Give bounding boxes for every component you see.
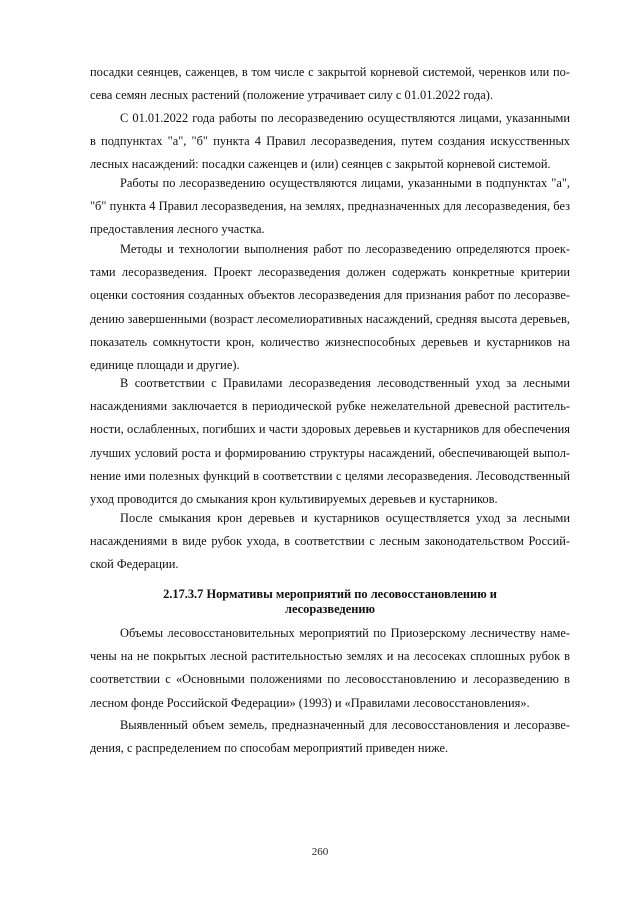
text-line: дения, с распределением по способам мероприятий приведен ниже. xyxy=(90,741,449,756)
text-line: С 01.01.2022 года работы по лесоразведению осуществляются лицами, указанными xyxy=(120,111,570,125)
text-line: предоставления лесного участка. xyxy=(90,222,265,237)
text-line: насаждениями в виде рубок ухода, в соответствии с лесным законодательством Россий- xyxy=(90,534,570,549)
text-line: показатель сомкнутости крон, количество жизнеспособных деревьев и кустарников на xyxy=(90,334,570,349)
heading-line: лесоразведению xyxy=(285,602,375,616)
paragraph-4 xyxy=(90,238,570,377)
section-heading xyxy=(90,587,570,617)
text-line: Объемы лесовосстановительных мероприятий по Приозерскому лесничеству наме- xyxy=(120,626,570,640)
text-line: в подпунктах "а", "б" пункта 4 Правил лесоразведения, путем создания искусственных xyxy=(90,134,570,149)
text-line: Методы и технологии выполнения работ по лесоразведению определяются проек- xyxy=(120,242,570,256)
text-line: оценки состояния созданных объектов лесоразведения для признания работ по лесоразве- xyxy=(90,288,570,303)
text-line: посадки сеянцев, саженцев, в том числе с закрытой корневой системой, черенков или по- xyxy=(90,65,570,79)
text-line: лучших условий роста и формированию структуры насаждений, обеспечивающей выпол- xyxy=(90,445,570,460)
text-line: дению завершенными (возраст лесомелиоративных насаждений, средняя высота деревьев, xyxy=(90,311,570,326)
paragraph-8 xyxy=(90,714,570,760)
text-line: ности, ослабленных, погибших и части здоровых деревьев и кустарников для обеспечения xyxy=(90,422,570,437)
text-line: В соответствии с Правилами лесоразведения лесоводственный уход за лесными xyxy=(120,376,570,390)
text-line: лесных насаждений: посадки саженцев и (или) сеянцев с закрытой корневой системой. xyxy=(90,157,551,172)
text-line: лесном фонде Российской Федерации» (1993) и «Правилами лесовосстановления». xyxy=(90,695,530,710)
text-line: сева семян лесных растений (положение утрачивает силу с 01.01.2022 года). xyxy=(90,88,494,103)
text-line: После смыкания крон деревьев и кустарников осуществляется уход за лесными xyxy=(120,511,570,525)
text-line: Работы по лесоразведению осуществляются лицами, указанными в подпунктах "а", xyxy=(120,176,570,190)
text-line: чены на не покрытых лесной растительностью землях и на лесосеках сплошных рубок в xyxy=(90,649,570,664)
text-line: тами лесоразведения. Проект лесоразведения должен содержать конкретные критерии xyxy=(90,265,570,280)
text-line: Выявленный объем земель, предназначенный для лесовосстановления и лесоразве- xyxy=(120,718,570,732)
text-line: единице площади и другие). xyxy=(90,358,240,373)
paragraph-2 xyxy=(90,107,570,177)
paragraph-6 xyxy=(90,507,570,577)
paragraph-7 xyxy=(90,622,570,715)
paragraph-3 xyxy=(90,172,570,242)
text-line: ской Федерации. xyxy=(90,557,179,572)
heading-line: 2.17.3.7 Нормативы мероприятий по лесовосстановлению и xyxy=(163,587,497,601)
text-line: соответствии с «Основными положениями по лесовосстановлению и лесоразведению в xyxy=(90,672,570,687)
text-line: уход проводится до смыкания крон культивируемых деревьев и кустарников. xyxy=(90,492,498,507)
text-line: насаждениями заключается в периодической рубке нежелательной древесной раститель- xyxy=(90,399,570,414)
text-line: "б" пункта 4 Правил лесоразведения, на землях, предназначенных для лесоразведения, без xyxy=(90,199,570,214)
paragraph-5 xyxy=(90,372,570,511)
page-number: 260 xyxy=(311,846,329,858)
text-line: нение ими полезных функций в соответствии с целями лесоразведения. Лесоводственный xyxy=(90,468,570,483)
paragraph-1 xyxy=(90,61,570,107)
